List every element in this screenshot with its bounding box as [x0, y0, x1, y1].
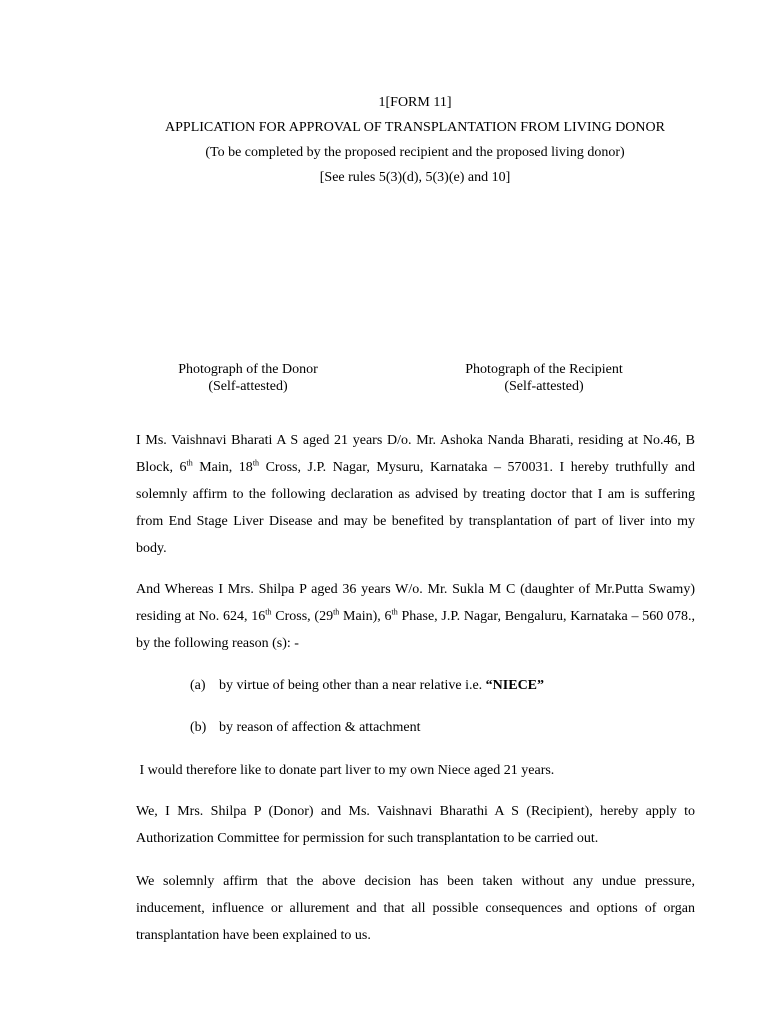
- recipient-photo-title: Photograph of the Recipient: [465, 362, 623, 377]
- recipient-photo-label: [414, 361, 674, 395]
- recipient-photo-note: (Self-attested): [504, 379, 584, 394]
- reason-item-b: [190, 719, 421, 737]
- form-rules: [See rules 5(3)(d), 5(3)(e) and 10]: [319, 170, 511, 185]
- joint-application-paragraph: We, I Mrs. Shilpa P (Donor) and Ms. Vaishnavi Bharathi A S (Recipient), hereby apply to Authorization Committee for permission for such transplantation to be carried out.: [136, 804, 695, 846]
- reason-marker: (a): [190, 678, 206, 693]
- para1-rest: and solemnly affirm to the following declaration as advised by treating doctor that I am is suffering from End Stage Liver Disease and may be benefited by transplantation of part of liver into my body.: [136, 460, 695, 556]
- form-number: 1[FORM 11]: [378, 95, 452, 110]
- para1-line1: I Ms. Vaishnavi Bharati A S aged 21 years D/o. Mr. Ashoka Nanda Bharati, residing at: [136, 433, 639, 448]
- form-title: APPLICATION FOR APPROVAL OF TRANSPLANTATION FROM LIVING DONOR: [165, 120, 665, 135]
- donor-photo-label: [118, 361, 378, 395]
- reason-text: by reason of affection & attachment: [219, 720, 421, 735]
- reason-relation: “NIECE”: [485, 678, 545, 693]
- form-instruction: (To be completed by the proposed recipient and the proposed living donor): [205, 145, 625, 160]
- recipient-declaration-paragraph: [136, 427, 695, 562]
- donor-declaration-paragraph: [136, 576, 695, 657]
- reason-text: by virtue of being other than a near relative i.e.: [219, 678, 486, 693]
- donor-photo-title: Photograph of the Donor: [178, 362, 318, 377]
- para1-line2: No.46, B Block, 6th Main, 18th Cross, J.P. Nagar, Mysuru, Karnataka – 570031. I hereby truthfully: [136, 433, 695, 475]
- para2-line1: And Whereas I Mrs. Shilpa P aged 36 years W/o. Mr. Sukla M C (daughter of Mr.Putta Swamy): [136, 582, 695, 597]
- donor-photo-note: (Self-attested): [208, 379, 288, 394]
- reason-item-a: [190, 677, 544, 695]
- donation-intent-paragraph: I would therefore like to donate part liver to my own Niece aged 21 years.: [136, 763, 555, 778]
- para2-line3: by the following reason (s): -: [136, 636, 299, 651]
- reason-marker: (b): [190, 720, 207, 735]
- affirmation-paragraph: We solemnly affirm that the above decision has been taken without any undue pressure, inducement, influence or allurement and that all possible consequences and options of organ transplantation have been explained to us.: [136, 874, 695, 943]
- para2-line2: residing at No. 624, 16th Cross, (29th Main), 6th Phase, J.P. Nagar, Bengaluru, Karnataka – 560 078.,: [136, 607, 695, 624]
